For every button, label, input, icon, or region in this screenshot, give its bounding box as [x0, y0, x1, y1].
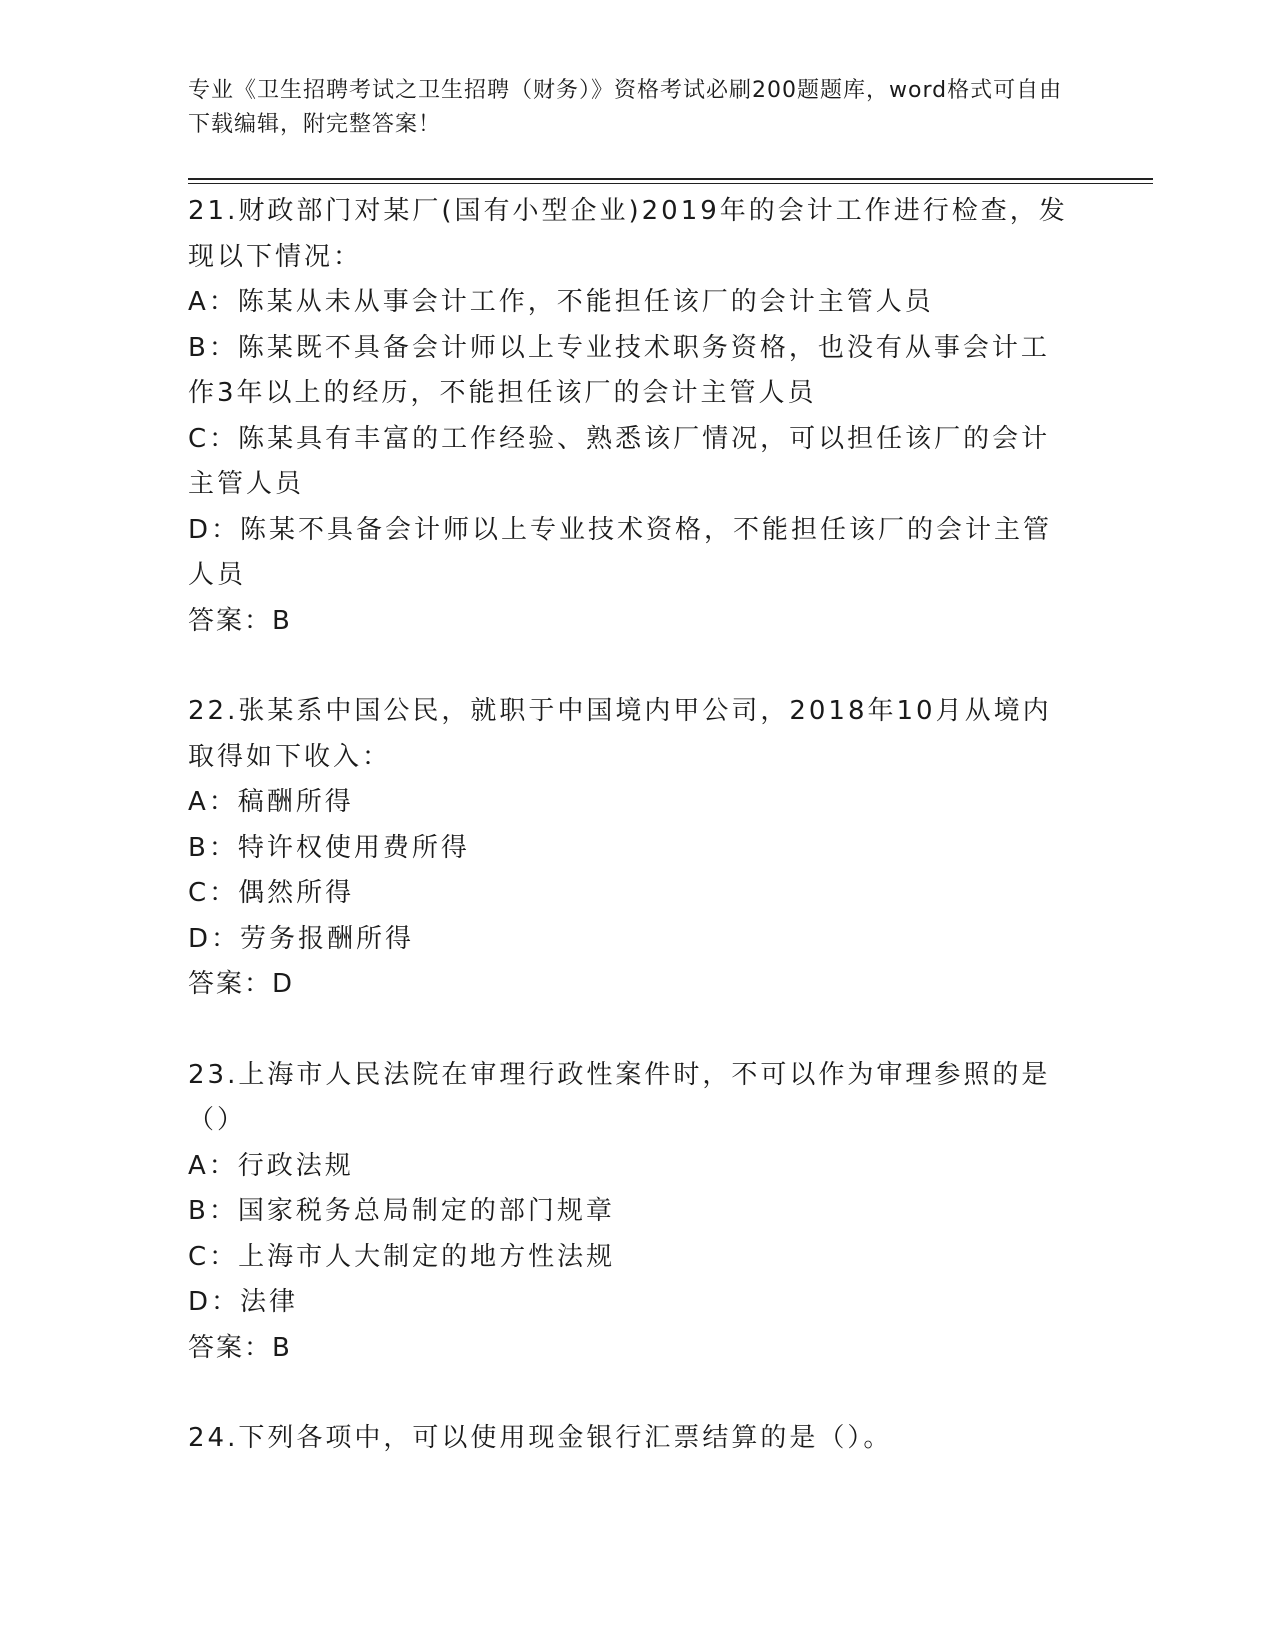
answer-value: B	[272, 1332, 290, 1363]
answer-value: D	[272, 969, 293, 999]
option-c: C：陈某具有丰富的工作经验、熟悉该厂情况，可以担任该厂的会计主管人员	[188, 423, 1051, 499]
page-header: 专业《卫生招聘考试之卫生招聘（财务）》资格考试必刷200题题库，word格式可自由下载编辑，附完整答案！	[188, 78, 1063, 137]
answer-line	[188, 1326, 1078, 1372]
option-c: C：上海市人大制定的地方性法规	[188, 1241, 616, 1272]
question-23	[188, 1053, 1078, 1372]
header-divider-thick	[188, 178, 1153, 180]
option-a: A：行政法规	[188, 1150, 354, 1181]
answer-value: B	[272, 605, 290, 636]
answer-label: 答案：	[188, 969, 273, 999]
option-c: C：偶然所得	[188, 878, 355, 908]
option-a: A：稿酬所得	[188, 787, 354, 817]
question-list	[188, 189, 1078, 1462]
question-22	[188, 689, 1078, 1008]
question-stem: 21.财政部门对某厂(国有小型企业)2019年的会计工作进行检查，发现以下情况：	[188, 196, 1068, 272]
option-d: D：劳务报酬所得	[188, 923, 415, 954]
question-stem: 22.张某系中国公民，就职于中国境内甲公司，2018年10月从境内取得如下收入：	[188, 696, 1052, 772]
option-d: D：陈某不具备会计师以上专业技术资格，不能担任该厂的会计主管人员	[188, 514, 1053, 590]
question-stem: 23.上海市人民法院在审理行政性案件时，不可以作为审理参照的是（）	[188, 1059, 1051, 1135]
header-divider-thin	[188, 183, 1153, 184]
question-24	[188, 1416, 1078, 1462]
option-b: B：国家税务总局制定的部门规章	[188, 1196, 615, 1226]
option-d: D：法律	[188, 1287, 299, 1317]
option-a: A：陈某从未从事会计工作，不能担任该厂的会计主管人员	[188, 287, 934, 317]
question-stem: 24.下列各项中，可以使用现金银行汇票结算的是（）。	[188, 1423, 893, 1453]
answer-label: 答案：	[188, 1332, 273, 1363]
answer-line	[188, 962, 1078, 1008]
answer-line	[188, 599, 1078, 645]
option-b: B：陈某既不具备会计师以上专业技术职务资格，也没有从事会计工作3年以上的经历，不能担任该厂的会计主管人员	[188, 332, 1050, 408]
option-b: B：特许权使用费所得	[188, 832, 470, 863]
question-21	[188, 189, 1078, 644]
answer-label: 答案：	[188, 605, 273, 636]
